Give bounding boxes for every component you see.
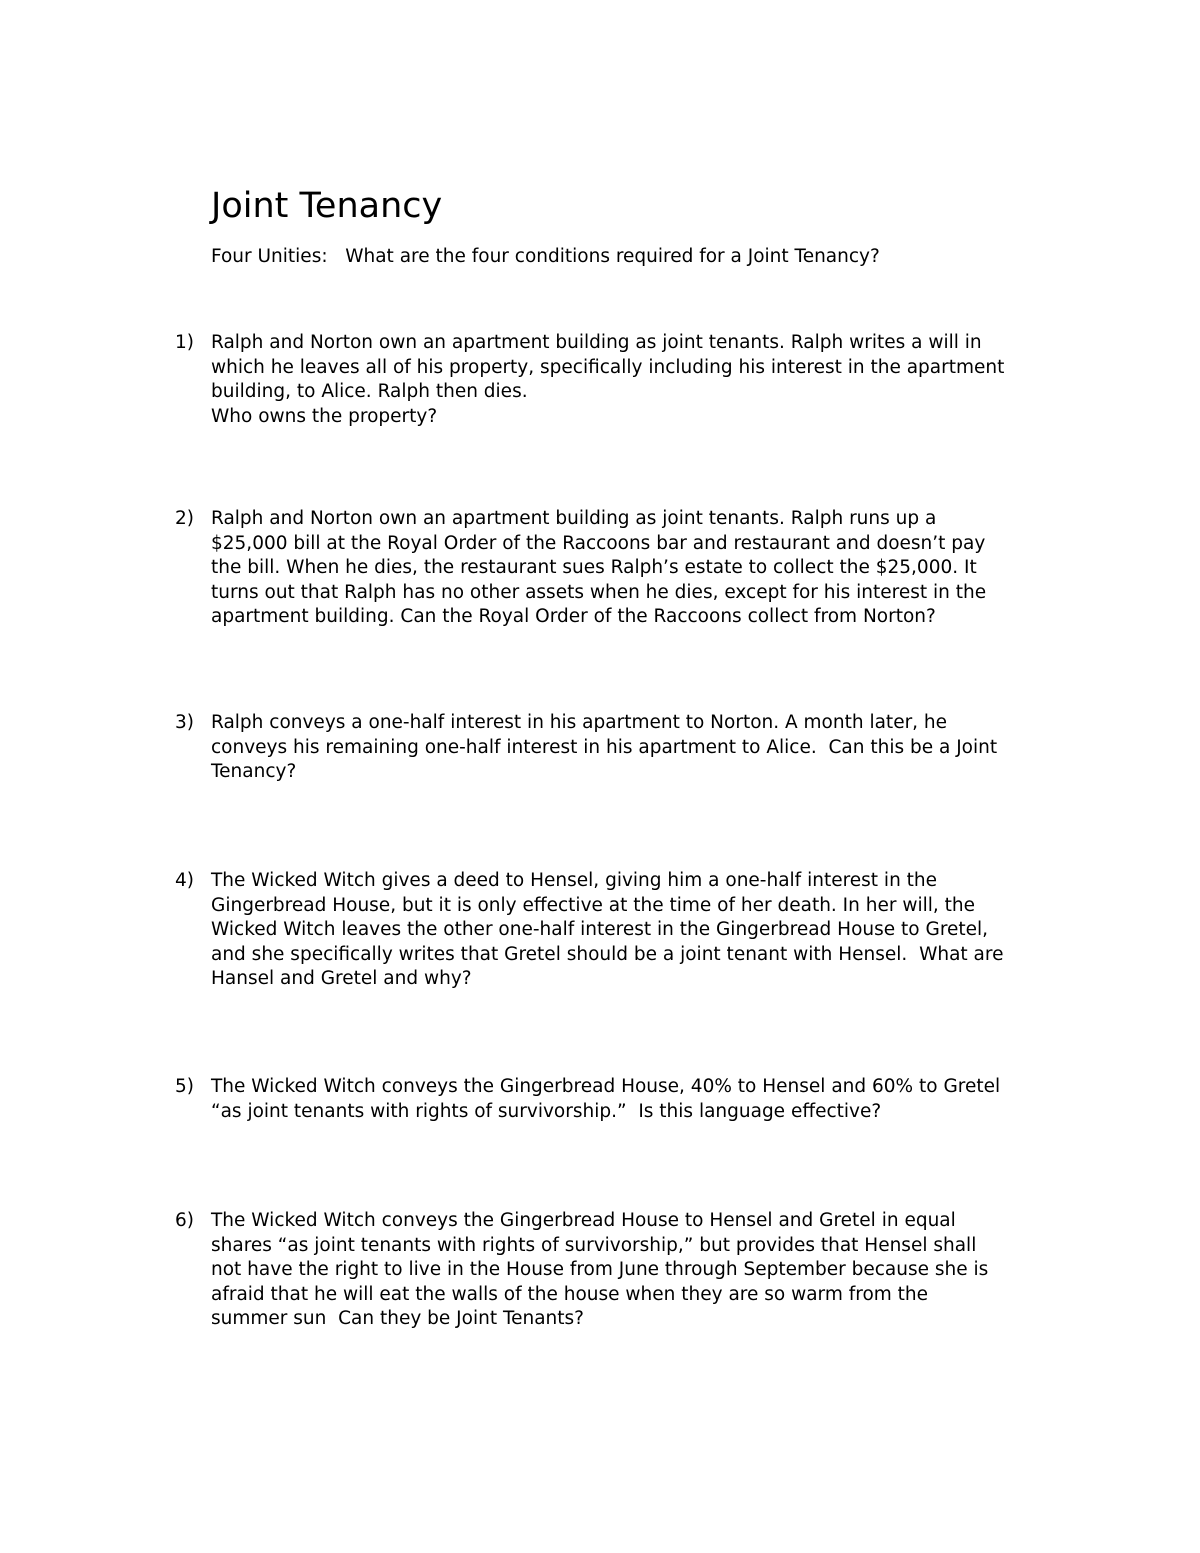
question-line: building, to Alice. Ralph then dies. [211, 381, 528, 402]
question-line: apartment building. Can the Royal Order of the Raccoons collect from Norton? [211, 606, 936, 627]
question-text [211, 1075, 1075, 1124]
question-number: 3) [175, 712, 194, 733]
question-line: summer sun Can they be Joint Tenants? [211, 1308, 584, 1329]
question-number: 5) [175, 1076, 194, 1097]
question-line: conveys his remaining one-half interest in his apartment to Alice. Can this be a Joint [211, 736, 998, 758]
question-text [211, 507, 1075, 630]
question-line: Gingerbread House, but it is only effective at the time of her death. In her will, the [211, 894, 976, 916]
question-line: and she specifically writes that Gretel should be a joint tenant with Hensel. What are [211, 943, 1004, 965]
question-number: 1) [175, 332, 194, 353]
question-text [211, 1209, 1075, 1332]
question-line: The Wicked Witch conveys the Gingerbread House to Hensel and Gretel in equal [211, 1210, 956, 1231]
question-line: Who owns the property? [211, 405, 438, 427]
question-number: 6) [175, 1210, 194, 1231]
question-text [211, 331, 1075, 429]
question-text [211, 711, 1075, 785]
question-line: turns out that Ralph has no other assets when he dies, except for his interest in the [211, 581, 987, 603]
question-line: $25,000 bill at the Royal Order of the Raccoons bar and restaurant and doesn’t pay [211, 532, 986, 554]
page-title: Joint Tenancy [211, 186, 443, 226]
question-line: the bill. When he dies, the restaurant sues Ralph’s estate to collect the $25,000. It [211, 557, 977, 578]
question-line: Wicked Witch leaves the other one-half interest in the Gingerbread House to Gretel, [211, 919, 989, 940]
question-line: “as joint tenants with rights of survivorship.” Is this language effective? [211, 1100, 882, 1122]
question-line: Ralph conveys a one-half interest in his apartment to Norton. A month later, he [211, 712, 948, 733]
question-number: 2) [175, 508, 194, 529]
question-line: Hansel and Gretel and why? [211, 968, 472, 989]
question-line: Tenancy? [211, 761, 297, 782]
question-line: Ralph and Norton own an apartment building as joint tenants. Ralph runs up a [211, 508, 937, 529]
question-line: shares “as joint tenants with rights of survivorship,” but provides that Hensel shall [211, 1234, 977, 1256]
question-number: 4) [175, 870, 194, 891]
question-text [211, 869, 1075, 992]
question-line: Ralph and Norton own an apartment building as joint tenants. Ralph writes a will in [211, 332, 982, 353]
question-line: afraid that he will eat the walls of the house when they are so warm from the [211, 1283, 929, 1305]
question-line: The Wicked Witch gives a deed to Hensel, giving him a one-half interest in the [211, 870, 938, 891]
question-line: which he leaves all of his property, specifically including his interest in the apartment [211, 356, 1005, 378]
four-unities-prompt: Four Unities: What are the four conditions required for a Joint Tenancy? [211, 246, 880, 267]
question-line: The Wicked Witch conveys the Gingerbread House, 40% to Hensel and 60% to Gretel [211, 1076, 1001, 1097]
question-line: not have the right to live in the House from June through September because she is [211, 1259, 989, 1280]
